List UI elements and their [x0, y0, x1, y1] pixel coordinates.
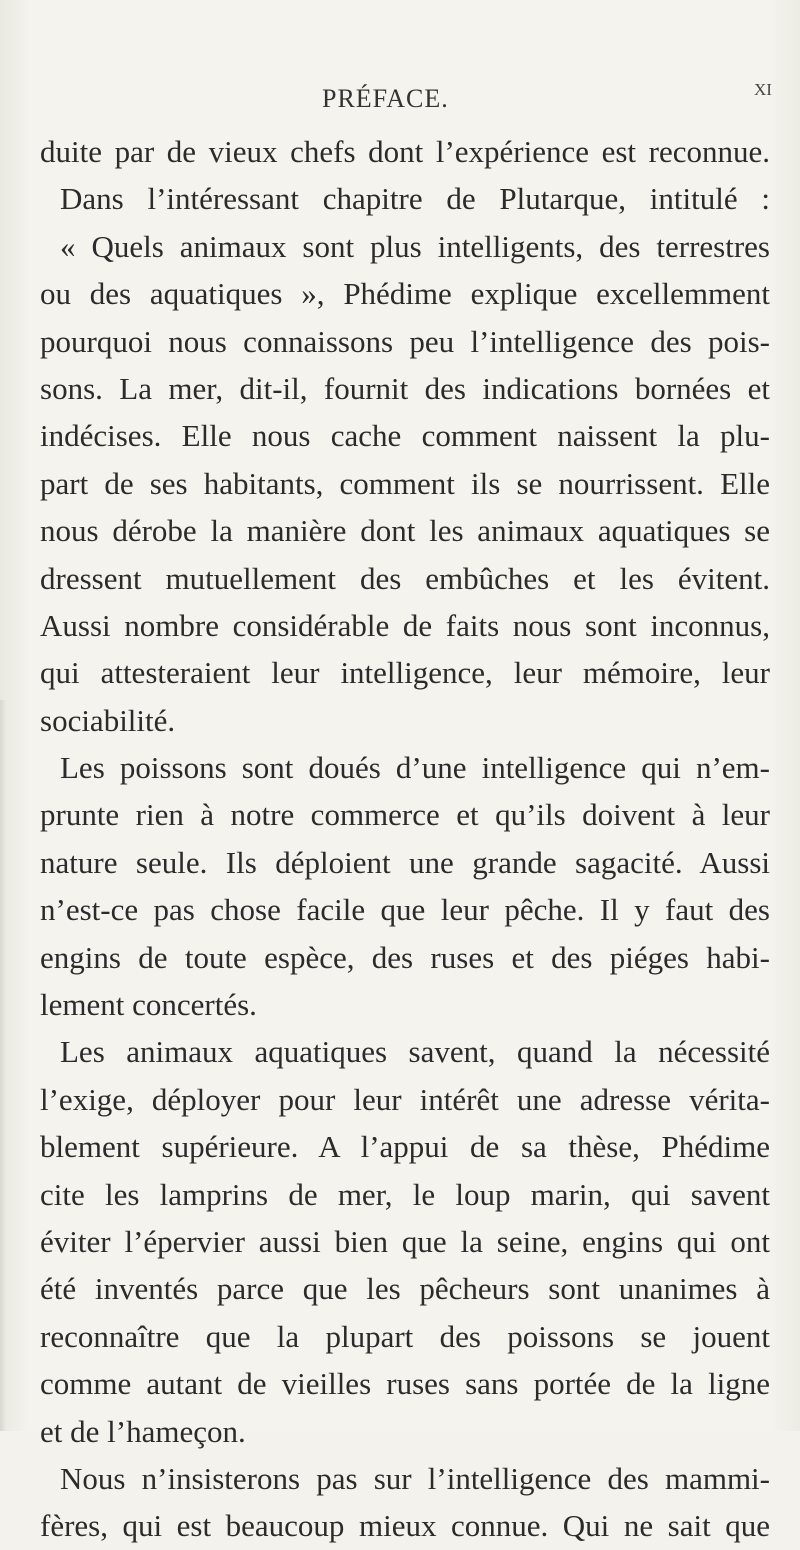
text-line: engins de toute espèce, des ruses et des piéges habi-: [40, 939, 770, 975]
text-line: nature seule. Ils déploient une grande sagacité. Aussi: [40, 844, 770, 880]
page-header: [0, 78, 800, 118]
text-line: Nous n’insisterons pas sur l’intelligence des mammi-: [60, 1460, 770, 1496]
text-line: dressent mutuellement des embûches et les évitent.: [40, 560, 770, 596]
text-line: sons. La mer, dit-il, fournit des indications bornées et: [40, 370, 770, 406]
text-line: fères, qui est beaucoup mieux connue. Qui ne sait que: [40, 1508, 770, 1544]
text-line: « Quels animaux sont plus intelligents, des terrestres: [60, 228, 770, 264]
text-line: Aussi nombre considérable de faits nous sont inconnus,: [40, 607, 770, 643]
page-number: XI: [754, 80, 772, 99]
text-line: n’est-ce pas chose facile que leur pêche. Il y faut des: [40, 892, 770, 928]
text-line: prunte rien à notre commerce et qu’ils doivent à leur: [40, 797, 770, 833]
text-line: duite par de vieux chefs dont l’expérience est reconnue.: [40, 134, 770, 169]
text-line: Les animaux aquatiques savent, quand la nécessité: [60, 1034, 770, 1070]
text-line: Les poissons sont doués d’une intelligence qui n’em-: [60, 750, 770, 786]
body-text: [40, 128, 770, 1550]
text-line: lement concertés.: [40, 987, 257, 1023]
text-line: ou des aquatiques », Phédime explique excellemment: [40, 276, 770, 312]
text-line: pourquoi nous connaissons peu l’intelligence des pois-: [40, 323, 770, 359]
running-title: PRÉFACE.: [322, 84, 449, 113]
text-line: et de l’hameçon.: [40, 1413, 246, 1449]
text-line: qui attesteraient leur intelligence, leur mémoire, leur: [40, 655, 770, 691]
text-line: indécises. Elle nous cache comment naissent la plu-: [40, 418, 770, 454]
text-line: blement supérieure. A l’appui de sa thèse, Phédime: [40, 1129, 770, 1165]
text-line: cite les lamprins de mer, le loup marin, qui savent: [40, 1176, 770, 1212]
page-gutter-shadow: [0, 700, 6, 1431]
text-line: part de ses habitants, comment ils se nourrissent. Elle: [40, 465, 770, 501]
text-line: éviter l’épervier aussi bien que la seine, engins qui ont: [40, 1223, 770, 1259]
text-line: reconnaître que la plupart des poissons se jouent: [40, 1318, 770, 1354]
text-line: sociabilité.: [40, 702, 176, 738]
text-line: été inventés parce que les pêcheurs sont unanimes à: [40, 1271, 770, 1307]
text-line: Dans l’intéressant chapitre de Plutarque, intitulé :: [60, 181, 770, 217]
text-line: comme autant de vieilles ruses sans portée de la ligne: [40, 1366, 770, 1402]
text-line: nous dérobe la manière dont les animaux aquatiques se: [40, 513, 770, 549]
text-line: l’exige, déployer pour leur intérêt une adresse vérita-: [40, 1081, 770, 1117]
